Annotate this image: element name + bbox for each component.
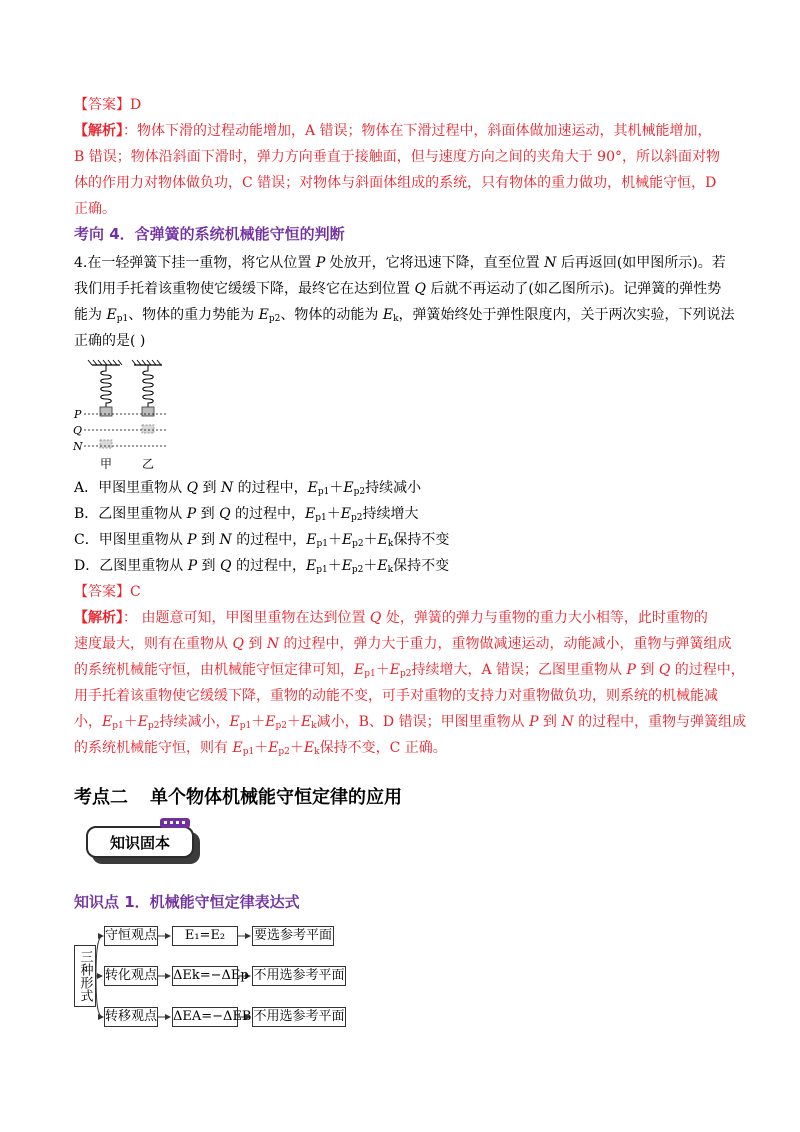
q3-analysis-line-3: 体的作用力对物体做负功，C 错误；对物体与斜面体组成的系统，只有物体的重力做功，机械能守恒，D xyxy=(74,175,717,191)
q4-stem-line-3: 能为 $E_{p1}$、物体的重力势能为 $E_{p2}$、物体的动能为 $E_k$，弹簧始终处于弹性限度内，关于两次实验，下列说法 xyxy=(74,307,735,324)
badge-label: 知识固本 xyxy=(86,826,194,858)
formula-box-transfer: ΔEA=−ΔEB xyxy=(172,1007,238,1027)
label-jia: 甲 xyxy=(100,457,113,471)
diagram-vertical-label: 三种形式 xyxy=(74,945,96,1007)
formula-box-conversion: ΔEk=−ΔEp xyxy=(172,966,238,986)
view-box-conversion: 转化观点 xyxy=(104,966,158,986)
q4-answer: 【答案】C xyxy=(74,584,141,600)
label-yi: 乙 xyxy=(142,457,155,471)
note-box-transfer: 不用选参考平面 xyxy=(252,1007,346,1027)
q4-option-b: B．乙图里重物从 P 到 Q 的过程中，$E_{p1}+E_{p2}$持续增大 xyxy=(74,506,419,523)
q4-option-d: D．乙图里重物从 P 到 Q 的过程中，$E_{p1}+E_{p2}+E_k$保持不变 xyxy=(74,558,450,575)
q4-analysis-line-5: 小，$E_{p1}+E_{p2}$持续减小，$E_{p1}+E_{p2}+E_k$减小，B、D 错误；甲图里重物从 P 到 N 的过程中，重物与弹簧组成 xyxy=(74,714,747,731)
view-box-transfer: 转移观点 xyxy=(104,1007,158,1027)
knowledge-point-1-title: 知识点 1．机械能守恒定律表达式 xyxy=(74,893,300,911)
note-box-conservation: 要选参考平面 xyxy=(252,926,334,946)
note-box-conversion: 不用选参考平面 xyxy=(252,966,346,986)
q3-analysis-line-2: B 错误；物体沿斜面下滑时，弹力方向垂直于接触面，但与速度方向之间的夹角大于 90°，所以斜面对物 xyxy=(74,149,721,165)
q3-analysis-line-1: 【解析】：物体下滑的过程动能增加，A 错误；物体在下滑过程中，斜面体做加速运动，其机械能增加， xyxy=(74,123,712,139)
q4-option-c: C．甲图里重物从 P 到 N 的过程中，$E_{p1}+E_{p2}+E_k$保持不变 xyxy=(74,532,450,549)
q4-analysis-line-1: 【解析】： 由题意可知，甲图里重物在达到位置 Q 处，弹簧的弹力与重物的重力大小相等，此时重物的 xyxy=(74,610,708,626)
q4-analysis-line-6: 的系统机械能守恒，则有 $E_{p1}+E_{p2}+E_k$保持不变，C 正确。 xyxy=(74,740,447,757)
label-p: P xyxy=(74,408,82,421)
q4-analysis-line-2: 速度最大，则有在重物从 Q 到 N 的过程中，弹力大于重力，重物做减速运动，动能减小，重物与弹簧组成 xyxy=(74,636,732,652)
q3-answer: 【答案】D xyxy=(74,97,142,113)
direction-4-title: 考向 4．含弹簧的系统机械能守恒的判断 xyxy=(74,225,345,243)
q4-stem-line-4: 正确的是( ) xyxy=(74,333,146,349)
q4-analysis-line-3: 的系统机械能守恒，由机械能守恒定律可知，$E_{p1}+E_{p2}$持续增大，A 错误；乙图里重物从 P 到 Q 的过程中， xyxy=(74,662,745,679)
q4-stem-line-2: 我们用手托着该重物使它缓缓下降，最终它在达到位置 Q 后就不再运动了(如乙图所示)。记弹簧的弹性势 xyxy=(74,281,722,297)
q3-analysis-line-4: 正确。 xyxy=(74,201,116,217)
label-q: Q xyxy=(73,424,83,437)
formula-box-conservation: E₁=E₂ xyxy=(172,926,238,946)
q4-option-a: A．甲图里重物从 Q 到 N 的过程中，$E_{p1}+E_{p2}$持续减小 xyxy=(74,480,422,497)
q4-stem-line-1: 4.在一轻弹簧下挂一重物，将它从位置 P 处放开，它将迅速下降，直至位置 N 后再返回(如甲图所示)。若 xyxy=(74,255,726,271)
view-box-conservation: 守恒观点 xyxy=(104,926,158,946)
label-n: N xyxy=(73,440,83,453)
section-2-heading: 考点二 单个物体机械能守恒定律的应用 xyxy=(74,787,402,808)
q4-analysis-line-4: 用手托着该重物使它缓缓下降，重物的动能不变，可手对重物的支持力对重物做负功，则系统的机械能减 xyxy=(74,688,718,704)
